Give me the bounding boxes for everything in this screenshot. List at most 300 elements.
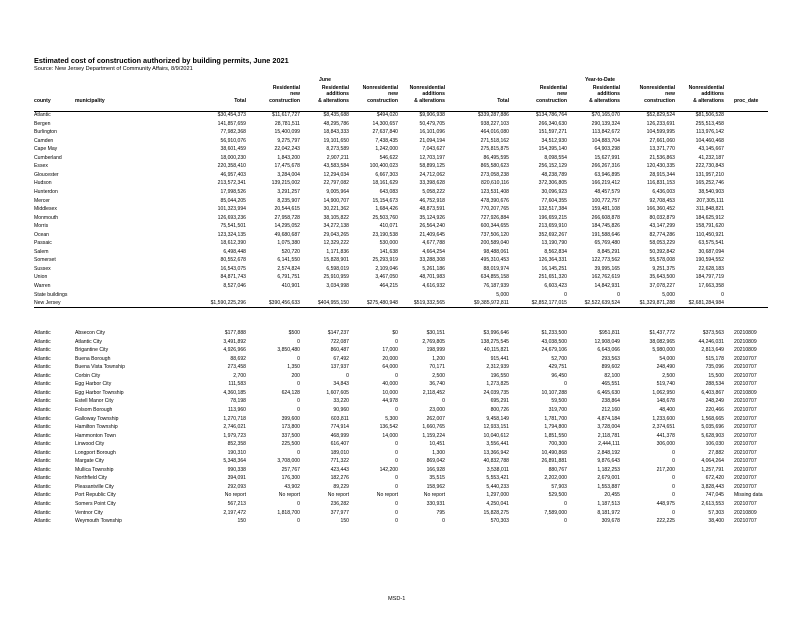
cell-res-add: 6,598,019 bbox=[326, 265, 349, 272]
cell-county: Somerset bbox=[34, 257, 56, 264]
cell-nonres-add: 5,058,222 bbox=[422, 188, 445, 195]
cell-nonres-add: 166,928 bbox=[426, 466, 445, 473]
cell-municipality: Longport Borough bbox=[75, 449, 116, 456]
cell-res-new: 1,350 bbox=[287, 364, 300, 371]
cell-ytd-nonres-new: $52,829,524 bbox=[646, 112, 675, 118]
cell-res-add: 616,407 bbox=[330, 441, 349, 448]
cell-nonres-new: 25,503,760 bbox=[372, 214, 398, 221]
cell-ytd-res-add: 2,679,001 bbox=[597, 475, 620, 482]
cell-nonres-new: 0 bbox=[395, 406, 398, 413]
cell-nonres-add: 2,769,805 bbox=[422, 338, 445, 345]
cell-ytd-nonres-new: 104,599,995 bbox=[646, 129, 675, 136]
cell-total: 84,871,743 bbox=[220, 274, 246, 281]
cell-ytd-res-new: 0 bbox=[564, 291, 567, 298]
cell-ytd-total: 1,273,825 bbox=[486, 381, 509, 388]
cell-municipality: Margate City bbox=[75, 458, 104, 465]
cell-county: Atlantic bbox=[34, 372, 51, 379]
cell-ytd-nonres-new: 38,082,965 bbox=[649, 338, 675, 345]
cell-ytd-res-new: 880,767 bbox=[548, 466, 567, 473]
cell-municipality: Ventnor City bbox=[75, 509, 103, 516]
cell-ytd-total: 76,187,939 bbox=[483, 283, 509, 289]
cell-ytd-nonres-new: 48,400 bbox=[659, 406, 675, 413]
cell-county: Salem bbox=[34, 248, 49, 255]
cell-ytd-total: 5,440,233 bbox=[486, 483, 509, 490]
cell-ytd-nonres-add: 515,178 bbox=[705, 355, 724, 362]
cell-ytd-res-new: 429,751 bbox=[548, 364, 567, 371]
cell-ytd-total: 10,040,612 bbox=[483, 432, 509, 439]
cell-ytd-nonres-add: 41,232,187 bbox=[698, 154, 724, 161]
cell-nonres-new: 2,109,046 bbox=[375, 265, 398, 272]
cell-ytd-res-new: 196,659,215 bbox=[538, 214, 567, 221]
cell-ytd-res-add: 2,444,111 bbox=[598, 441, 620, 448]
cell-nonres-new: 27,637,840 bbox=[372, 129, 398, 136]
cell-ytd-res-add: $2,522,639,524 bbox=[584, 300, 620, 307]
cell-res-new: 0 bbox=[297, 355, 300, 362]
cell-county: Atlantic bbox=[34, 509, 51, 516]
cell-ytd-nonres-add: 44,246,031 bbox=[698, 338, 724, 345]
cell-res-add: 468,999 bbox=[330, 432, 349, 439]
column-header-nonres-add: Nonresidential additions & alterations bbox=[409, 84, 445, 104]
cell-res-add: 137,937 bbox=[330, 364, 349, 371]
cell-res-add: $8,435,688 bbox=[323, 112, 349, 118]
header-group-ytd: Year-to-Date bbox=[584, 77, 615, 83]
cell-county: Atlantic bbox=[34, 398, 51, 405]
cell-total: 101,323,994 bbox=[217, 206, 246, 213]
cell-res-new: 337,500 bbox=[281, 432, 300, 439]
cell-total: 5,348,364 bbox=[223, 458, 246, 465]
cell-ytd-total: 200,589,040 bbox=[480, 240, 509, 247]
cell-ytd-nonres-new: 148,678 bbox=[656, 398, 675, 405]
cell-res-new: $390,456,633 bbox=[268, 300, 300, 307]
cell-nonres-new: $494,020 bbox=[376, 112, 398, 118]
cell-nonres-new: 6,667,303 bbox=[375, 171, 398, 178]
cell-ytd-nonres-add: 63,575,541 bbox=[698, 240, 724, 247]
cell-ytd-total: 727,926,884 bbox=[480, 214, 509, 221]
cell-total: 990,338 bbox=[227, 466, 246, 473]
cell-ytd-res-new: 251,651,320 bbox=[538, 274, 567, 281]
cell-ytd-total: 40,832,788 bbox=[483, 458, 509, 465]
cell-ytd-nonres-new: 1,062,950 bbox=[652, 389, 675, 396]
cell-nonres-add: 16,101,096 bbox=[419, 129, 445, 136]
cell-res-add: 722,087 bbox=[330, 338, 349, 345]
column-header-ytd-total: Total bbox=[497, 97, 509, 104]
cell-municipality: Buena Vista Township bbox=[75, 364, 125, 371]
cell-ytd-total: 15,828,275 bbox=[483, 509, 509, 516]
cell-res-new: 410,901 bbox=[281, 283, 300, 289]
cell-proc-date: 20210809 bbox=[734, 330, 757, 336]
cell-ytd-nonres-new: 306,000 bbox=[656, 441, 675, 448]
cell-total: 2,197,472 bbox=[223, 509, 246, 516]
cell-ytd-nonres-new: 9,251,375 bbox=[652, 265, 675, 272]
cell-res-new: 1,818,700 bbox=[277, 509, 300, 516]
cell-ytd-nonres-add: 222,730,843 bbox=[695, 163, 724, 170]
cell-county: Atlantic bbox=[34, 483, 51, 490]
cell-ytd-res-add: 39,995,165 bbox=[594, 265, 620, 272]
cell-res-add: 29,043,265 bbox=[323, 231, 349, 238]
cell-municipality: Weymouth Township bbox=[75, 518, 122, 525]
cell-nonres-new: 1,242,000 bbox=[375, 146, 398, 153]
cell-res-new: 20,544,615 bbox=[274, 206, 300, 213]
cell-res-add: No report bbox=[327, 492, 349, 499]
cell-municipality: Linwood City bbox=[75, 441, 105, 448]
cell-municipality: Corbin City bbox=[75, 372, 101, 379]
cell-nonres-new: $275,480,948 bbox=[366, 300, 398, 307]
cell-res-new: 27,958,728 bbox=[274, 214, 300, 221]
cell-ytd-nonres-add: 747,045 bbox=[705, 492, 724, 499]
cell-ytd-nonres-new: 21,536,863 bbox=[649, 154, 675, 161]
cell-ytd-res-add: 65,769,480 bbox=[594, 240, 620, 247]
cell-ytd-res-new: 16,145,251 bbox=[541, 265, 567, 272]
cell-ytd-nonres-add: 106,030 bbox=[705, 441, 724, 448]
cell-ytd-res-new: 96,450 bbox=[551, 372, 567, 379]
cell-ytd-nonres-new: $1,329,871,288 bbox=[639, 300, 675, 307]
cell-ytd-nonres-add: 2,813,649 bbox=[701, 347, 724, 354]
cell-ytd-nonres-new: 0 bbox=[672, 483, 675, 490]
cell-ytd-nonres-add: 158,791,620 bbox=[695, 223, 724, 230]
cell-nonres-add: 198,999 bbox=[426, 347, 445, 354]
cell-municipality: Atlantic City bbox=[75, 338, 102, 345]
cell-municipality: Absecon City bbox=[75, 330, 106, 336]
cell-nonres-new: 136,542 bbox=[379, 424, 398, 431]
cell-county: Hunterdon bbox=[34, 188, 58, 195]
cell-res-new: 6,141,550 bbox=[277, 257, 300, 264]
cell-total: 123,324,135 bbox=[217, 231, 246, 238]
cell-ytd-res-add: 64,903,298 bbox=[594, 146, 620, 153]
cell-res-add: 150 bbox=[340, 518, 349, 525]
cell-ytd-res-add: 104,883,704 bbox=[591, 137, 620, 144]
cell-ytd-nonres-add: 131,957,210 bbox=[695, 171, 724, 178]
cell-ytd-nonres-add: 1,257,791 bbox=[701, 466, 724, 473]
cell-ytd-nonres-add: 311,848,821 bbox=[696, 206, 724, 213]
cell-ytd-total: 2,312,939 bbox=[486, 364, 509, 371]
cell-total: 80,552,678 bbox=[220, 257, 246, 264]
cell-res-new: 624,128 bbox=[281, 389, 300, 396]
cell-nonres-add: 158,962 bbox=[426, 483, 445, 490]
cell-ytd-nonres-new: 441,378 bbox=[656, 432, 675, 439]
cell-county: Atlantic bbox=[34, 364, 51, 371]
cell-nonres-new: 18,161,629 bbox=[372, 180, 398, 187]
cell-ytd-res-add: 266,267,316 bbox=[591, 163, 620, 170]
cell-county: Atlantic bbox=[34, 458, 51, 465]
cell-ytd-nonres-add: 165,252,746 bbox=[695, 180, 724, 187]
cell-nonres-new: 546,622 bbox=[379, 154, 398, 161]
cell-county: Cumberland bbox=[34, 154, 62, 161]
cell-nonres-add: 4,616,932 bbox=[422, 283, 445, 289]
cell-nonres-new: 142,200 bbox=[379, 466, 398, 473]
cell-ytd-nonres-add: 5,628,903 bbox=[701, 432, 724, 439]
cell-proc-date: 20210707 bbox=[734, 381, 757, 388]
cell-ytd-nonres-add: 57,303 bbox=[708, 509, 724, 516]
table-rule bbox=[34, 307, 768, 308]
cell-res-add: 0 bbox=[346, 372, 349, 379]
cell-ytd-total: 12,933,151 bbox=[483, 424, 509, 431]
cell-ytd-res-new: 13,190,790 bbox=[541, 240, 567, 247]
cell-county: Passaic bbox=[34, 240, 52, 247]
cell-ytd-nonres-new: 2,500 bbox=[662, 372, 675, 379]
cell-res-add: 14,900,707 bbox=[323, 197, 349, 204]
cell-ytd-total: $339,287,886 bbox=[477, 112, 509, 118]
cell-ytd-nonres-add: 15,500 bbox=[708, 372, 724, 379]
cell-ytd-nonres-add: 220,466 bbox=[705, 406, 724, 413]
cell-nonres-new: 0 bbox=[395, 518, 398, 525]
cell-county: Atlantic bbox=[34, 501, 51, 507]
cell-ytd-res-add: 191,588,646 bbox=[591, 231, 620, 238]
cell-ytd-res-add: 159,481,108 bbox=[591, 206, 620, 213]
cell-nonres-add: 0 bbox=[442, 518, 445, 525]
cell-total: 292,093 bbox=[227, 483, 246, 490]
cell-ytd-res-new: 43,038,500 bbox=[541, 338, 567, 345]
cell-ytd-nonres-new: 28,915,344 bbox=[649, 171, 675, 178]
cell-nonres-new: 100,400,023 bbox=[369, 163, 398, 170]
cell-nonres-add: 70,171 bbox=[429, 364, 445, 371]
cell-nonres-new: 0 bbox=[395, 458, 398, 465]
column-header-municipality: municipality bbox=[75, 97, 105, 104]
cell-res-new: 15,400,099 bbox=[274, 129, 300, 136]
cell-ytd-res-new: 126,364,331 bbox=[538, 257, 567, 264]
cell-nonres-new: 25,293,919 bbox=[372, 257, 398, 264]
cell-ytd-res-new: 48,238,789 bbox=[541, 171, 567, 178]
cell-total: 2,746,021 bbox=[223, 424, 246, 431]
cell-county: Union bbox=[34, 274, 48, 281]
cell-res-new: 9,275,797 bbox=[277, 137, 300, 144]
cell-total: 75,541,501 bbox=[220, 223, 246, 230]
cell-ytd-nonres-new: 58,053,229 bbox=[649, 240, 675, 247]
cell-ytd-res-add: 1,553,887 bbox=[597, 483, 620, 490]
cell-municipality: Buena Borough bbox=[75, 355, 111, 362]
cell-ytd-nonres-new: 92,708,453 bbox=[649, 197, 675, 204]
cell-ytd-res-add: 0 bbox=[617, 291, 620, 298]
cell-ytd-res-add: $951,811 bbox=[599, 330, 620, 336]
cell-ytd-res-add: 1,182,253 bbox=[597, 466, 620, 473]
cell-res-new: $11,617,727 bbox=[272, 112, 300, 118]
cell-ytd-nonres-add: $81,506,528 bbox=[695, 112, 724, 118]
cell-ytd-res-add: 63,946,895 bbox=[594, 171, 620, 178]
cell-res-add: 89,229 bbox=[333, 483, 349, 490]
cell-res-add: 3,034,998 bbox=[326, 283, 349, 289]
cell-res-new: 6,791,751 bbox=[277, 274, 300, 281]
cell-res-add: 774,914 bbox=[330, 424, 349, 431]
cell-ytd-nonres-new: 37,078,227 bbox=[649, 283, 675, 289]
cell-ytd-total: 865,580,623 bbox=[480, 163, 509, 170]
cell-ytd-res-new: 26,891,881 bbox=[541, 458, 567, 465]
cell-res-add: 30,221,362 bbox=[323, 206, 349, 213]
cell-nonres-add: 7,043,627 bbox=[422, 146, 445, 153]
cell-res-add: 236,282 bbox=[330, 501, 349, 507]
cell-ytd-total: 275,815,875 bbox=[480, 146, 509, 153]
cell-municipality: Folsom Borough bbox=[75, 406, 113, 413]
cell-municipality: Pleasantville City bbox=[75, 483, 114, 490]
cell-ytd-res-new: 8,562,834 bbox=[544, 248, 567, 255]
cell-res-add: 1,171,836 bbox=[326, 248, 349, 255]
cell-res-add: 22,797,082 bbox=[323, 180, 349, 187]
cell-ytd-res-new: $2,852,177,015 bbox=[531, 300, 567, 307]
cell-res-add: 25,910,959 bbox=[323, 274, 349, 281]
cell-ytd-res-new: 2,202,000 bbox=[544, 475, 567, 482]
cell-ytd-res-new: 1,851,550 bbox=[544, 432, 567, 439]
cell-nonres-add: 4,664,254 bbox=[422, 248, 445, 255]
cell-total: $30,454,373 bbox=[217, 112, 246, 118]
cell-res-new: 3,291,257 bbox=[277, 188, 300, 195]
cell-nonres-new: 23,190,538 bbox=[372, 231, 398, 238]
cell-ytd-nonres-add: 22,628,183 bbox=[698, 265, 724, 272]
cell-total: 38,601,459 bbox=[220, 146, 246, 153]
cell-county: Atlantic bbox=[34, 338, 51, 345]
column-header-proc-date: proc_date bbox=[734, 97, 759, 104]
cell-ytd-total: 123,531,408 bbox=[480, 188, 509, 195]
cell-res-add: 860,487 bbox=[330, 347, 349, 354]
cell-county: Atlantic bbox=[34, 518, 51, 525]
cell-ytd-res-new: 372,306,805 bbox=[538, 180, 567, 187]
cell-ytd-total: 3,538,011 bbox=[486, 466, 509, 473]
cell-ytd-total: 938,227,103 bbox=[480, 120, 509, 127]
cell-proc-date: 20210809 bbox=[734, 338, 757, 345]
cell-ytd-res-add: 8,845,291 bbox=[597, 248, 620, 255]
cell-county: Warren bbox=[34, 283, 51, 289]
cell-municipality: Hammonton Town bbox=[75, 432, 116, 439]
cell-ytd-nonres-add: 735,096 bbox=[705, 364, 724, 371]
cell-ytd-res-new: 0 bbox=[564, 381, 567, 388]
cell-county: Mercer bbox=[34, 197, 50, 204]
cell-ytd-total: 1,297,000 bbox=[486, 492, 509, 499]
cell-nonres-add: 58,899,125 bbox=[419, 163, 445, 170]
cell-nonres-new: 0 bbox=[395, 509, 398, 516]
cell-county: Sussex bbox=[34, 265, 51, 272]
cell-res-new: 2,574,824 bbox=[277, 265, 300, 272]
cell-nonres-add: 1,660,765 bbox=[422, 424, 445, 431]
cell-county: Atlantic bbox=[34, 389, 51, 396]
cell-ytd-nonres-new: 0 bbox=[672, 492, 675, 499]
cell-proc-date: 20210809 bbox=[734, 509, 757, 516]
cell-res-add: $404,955,150 bbox=[317, 300, 349, 307]
cell-nonres-new: 0 bbox=[395, 483, 398, 490]
cell-ytd-total: 915,441 bbox=[490, 355, 509, 362]
cell-nonres-add: 33,398,628 bbox=[419, 180, 445, 187]
cell-total: 88,692 bbox=[230, 355, 246, 362]
cell-ytd-res-add: 212,160 bbox=[601, 406, 620, 413]
cell-nonres-new: 20,000 bbox=[382, 355, 398, 362]
cell-res-add: 43,583,584 bbox=[323, 163, 349, 170]
cell-ytd-total: 138,275,545 bbox=[480, 338, 509, 345]
cell-res-new: 28,781,511 bbox=[274, 120, 300, 127]
cell-total: 17,998,526 bbox=[220, 188, 246, 195]
cell-nonres-new: 0 bbox=[395, 441, 398, 448]
cell-res-add: 2,907,211 bbox=[326, 154, 349, 161]
cell-ytd-nonres-add: 104,460,468 bbox=[695, 137, 724, 144]
cell-total: No report bbox=[224, 492, 246, 499]
cell-ytd-res-new: 1,794,800 bbox=[544, 424, 567, 431]
cell-total: 8,527,046 bbox=[223, 283, 246, 289]
cell-ytd-res-new: 319,700 bbox=[548, 406, 567, 413]
cell-total: 126,693,236 bbox=[217, 214, 246, 221]
cell-ytd-res-add: 309,678 bbox=[601, 518, 620, 525]
cell-ytd-res-add: 184,745,826 bbox=[591, 223, 620, 230]
cell-county: Essex bbox=[34, 163, 48, 170]
cell-county: Burlington bbox=[34, 129, 57, 136]
cell-ytd-nonres-add: $373,563 bbox=[702, 330, 724, 336]
cell-nonres-new: 464,215 bbox=[379, 283, 398, 289]
cell-res-new: 14,295,052 bbox=[274, 223, 300, 230]
report-title: Estimated cost of construction authorized by building permits, June 2021 bbox=[34, 56, 289, 65]
cell-ytd-nonres-add: 672,420 bbox=[705, 475, 724, 482]
cell-ytd-res-add: 1,187,513 bbox=[597, 501, 620, 507]
cell-ytd-nonres-add: $2,681,284,984 bbox=[688, 300, 724, 307]
cell-total: 2,700 bbox=[233, 372, 246, 379]
cell-nonres-add: 2,118,452 bbox=[422, 389, 445, 396]
cell-ytd-nonres-add: 184,625,912 bbox=[695, 214, 724, 221]
cell-res-new: 176,300 bbox=[281, 475, 300, 482]
cell-ytd-res-new: 10,490,868 bbox=[541, 449, 567, 456]
cell-total: 4,360,185 bbox=[223, 389, 246, 396]
cell-ytd-nonres-add: 190,594,552 bbox=[695, 257, 724, 264]
cell-ytd-res-new: 700,300 bbox=[548, 441, 567, 448]
report-source: Source: New Jersey Department of Community Affairs, 8/9/2021 bbox=[34, 66, 193, 72]
cell-ytd-res-add: 6,643,066 bbox=[597, 347, 620, 354]
cell-nonres-new: 3,467,050 bbox=[375, 274, 398, 281]
cell-ytd-res-new: 266,340,630 bbox=[538, 120, 567, 127]
column-header-res-add: Residential additions & alterations bbox=[318, 84, 349, 104]
cell-ytd-nonres-new: 5,980,000 bbox=[652, 347, 675, 354]
cell-ytd-nonres-add: 113,976,142 bbox=[696, 129, 724, 136]
cell-nonres-new: 40,000 bbox=[382, 381, 398, 388]
cell-res-new: 399,600 bbox=[281, 415, 300, 422]
cell-ytd-res-new: 34,512,930 bbox=[541, 137, 567, 144]
cell-ytd-res-new: 77,604,355 bbox=[541, 197, 567, 204]
cell-ytd-res-new: 52,700 bbox=[551, 355, 567, 362]
cell-total: 16,543,075 bbox=[220, 265, 246, 272]
cell-ytd-res-new: 30,096,923 bbox=[541, 188, 567, 195]
cell-ytd-total: 3,556,441 bbox=[486, 441, 509, 448]
cell-nonres-add: 24,712,062 bbox=[419, 171, 445, 178]
cell-res-add: 8,273,589 bbox=[326, 146, 349, 153]
cell-ytd-nonres-new: 217,200 bbox=[656, 466, 675, 473]
cell-res-add: 38,105,822 bbox=[323, 214, 349, 221]
cell-ytd-total: 737,506,120 bbox=[480, 231, 509, 238]
cell-county: Atlantic bbox=[34, 441, 51, 448]
cell-proc-date: 20210707 bbox=[734, 372, 757, 379]
cell-ytd-res-new: 256,152,129 bbox=[538, 163, 567, 170]
cell-ytd-nonres-new: 2,374,651 bbox=[652, 424, 675, 431]
column-header-ytd-res-add: Residential additions & alterations bbox=[589, 84, 620, 104]
cell-nonres-add: 36,740 bbox=[429, 381, 445, 388]
cell-res-new: 200 bbox=[291, 372, 300, 379]
column-header-ytd-nonres-new: Nonresidential new construction bbox=[639, 84, 675, 104]
cell-res-new: 49,680,687 bbox=[274, 231, 300, 238]
cell-nonres-new: 0 bbox=[395, 338, 398, 345]
cell-total: 77,982,368 bbox=[220, 129, 246, 136]
cell-nonres-add: 35,515 bbox=[429, 475, 445, 482]
column-header-total: Total bbox=[234, 97, 246, 104]
cell-ytd-nonres-add: 110,450,921 bbox=[696, 231, 724, 238]
cell-ytd-res-add: 113,842,672 bbox=[592, 129, 620, 136]
cell-ytd-nonres-add: 27,882 bbox=[708, 449, 724, 456]
cell-nonres-add: 4,677,788 bbox=[422, 240, 445, 247]
cell-ytd-nonres-new: 0 bbox=[672, 509, 675, 516]
cell-res-new: 1,075,380 bbox=[277, 240, 300, 247]
cell-municipality: Galloway Township bbox=[75, 415, 119, 422]
cell-ytd-nonres-add: 1,568,665 bbox=[701, 415, 724, 422]
cell-ytd-total: 800,726 bbox=[490, 406, 509, 413]
cell-res-add: 182,276 bbox=[330, 475, 349, 482]
cell-ytd-res-new: $134,786,764 bbox=[535, 112, 567, 118]
cell-ytd-nonres-new: $1,437,772 bbox=[649, 330, 675, 336]
cell-ytd-res-new: 0 bbox=[564, 501, 567, 507]
cell-nonres-add: 48,701,983 bbox=[419, 274, 445, 281]
cell-county: Atlantic bbox=[34, 406, 51, 413]
cell-ytd-res-add: $70,165,070 bbox=[591, 112, 620, 118]
cell-ytd-res-new: 6,603,423 bbox=[544, 283, 567, 289]
cell-ytd-res-new: 57,903 bbox=[551, 483, 567, 490]
cell-total: 4,926,966 bbox=[223, 347, 246, 354]
